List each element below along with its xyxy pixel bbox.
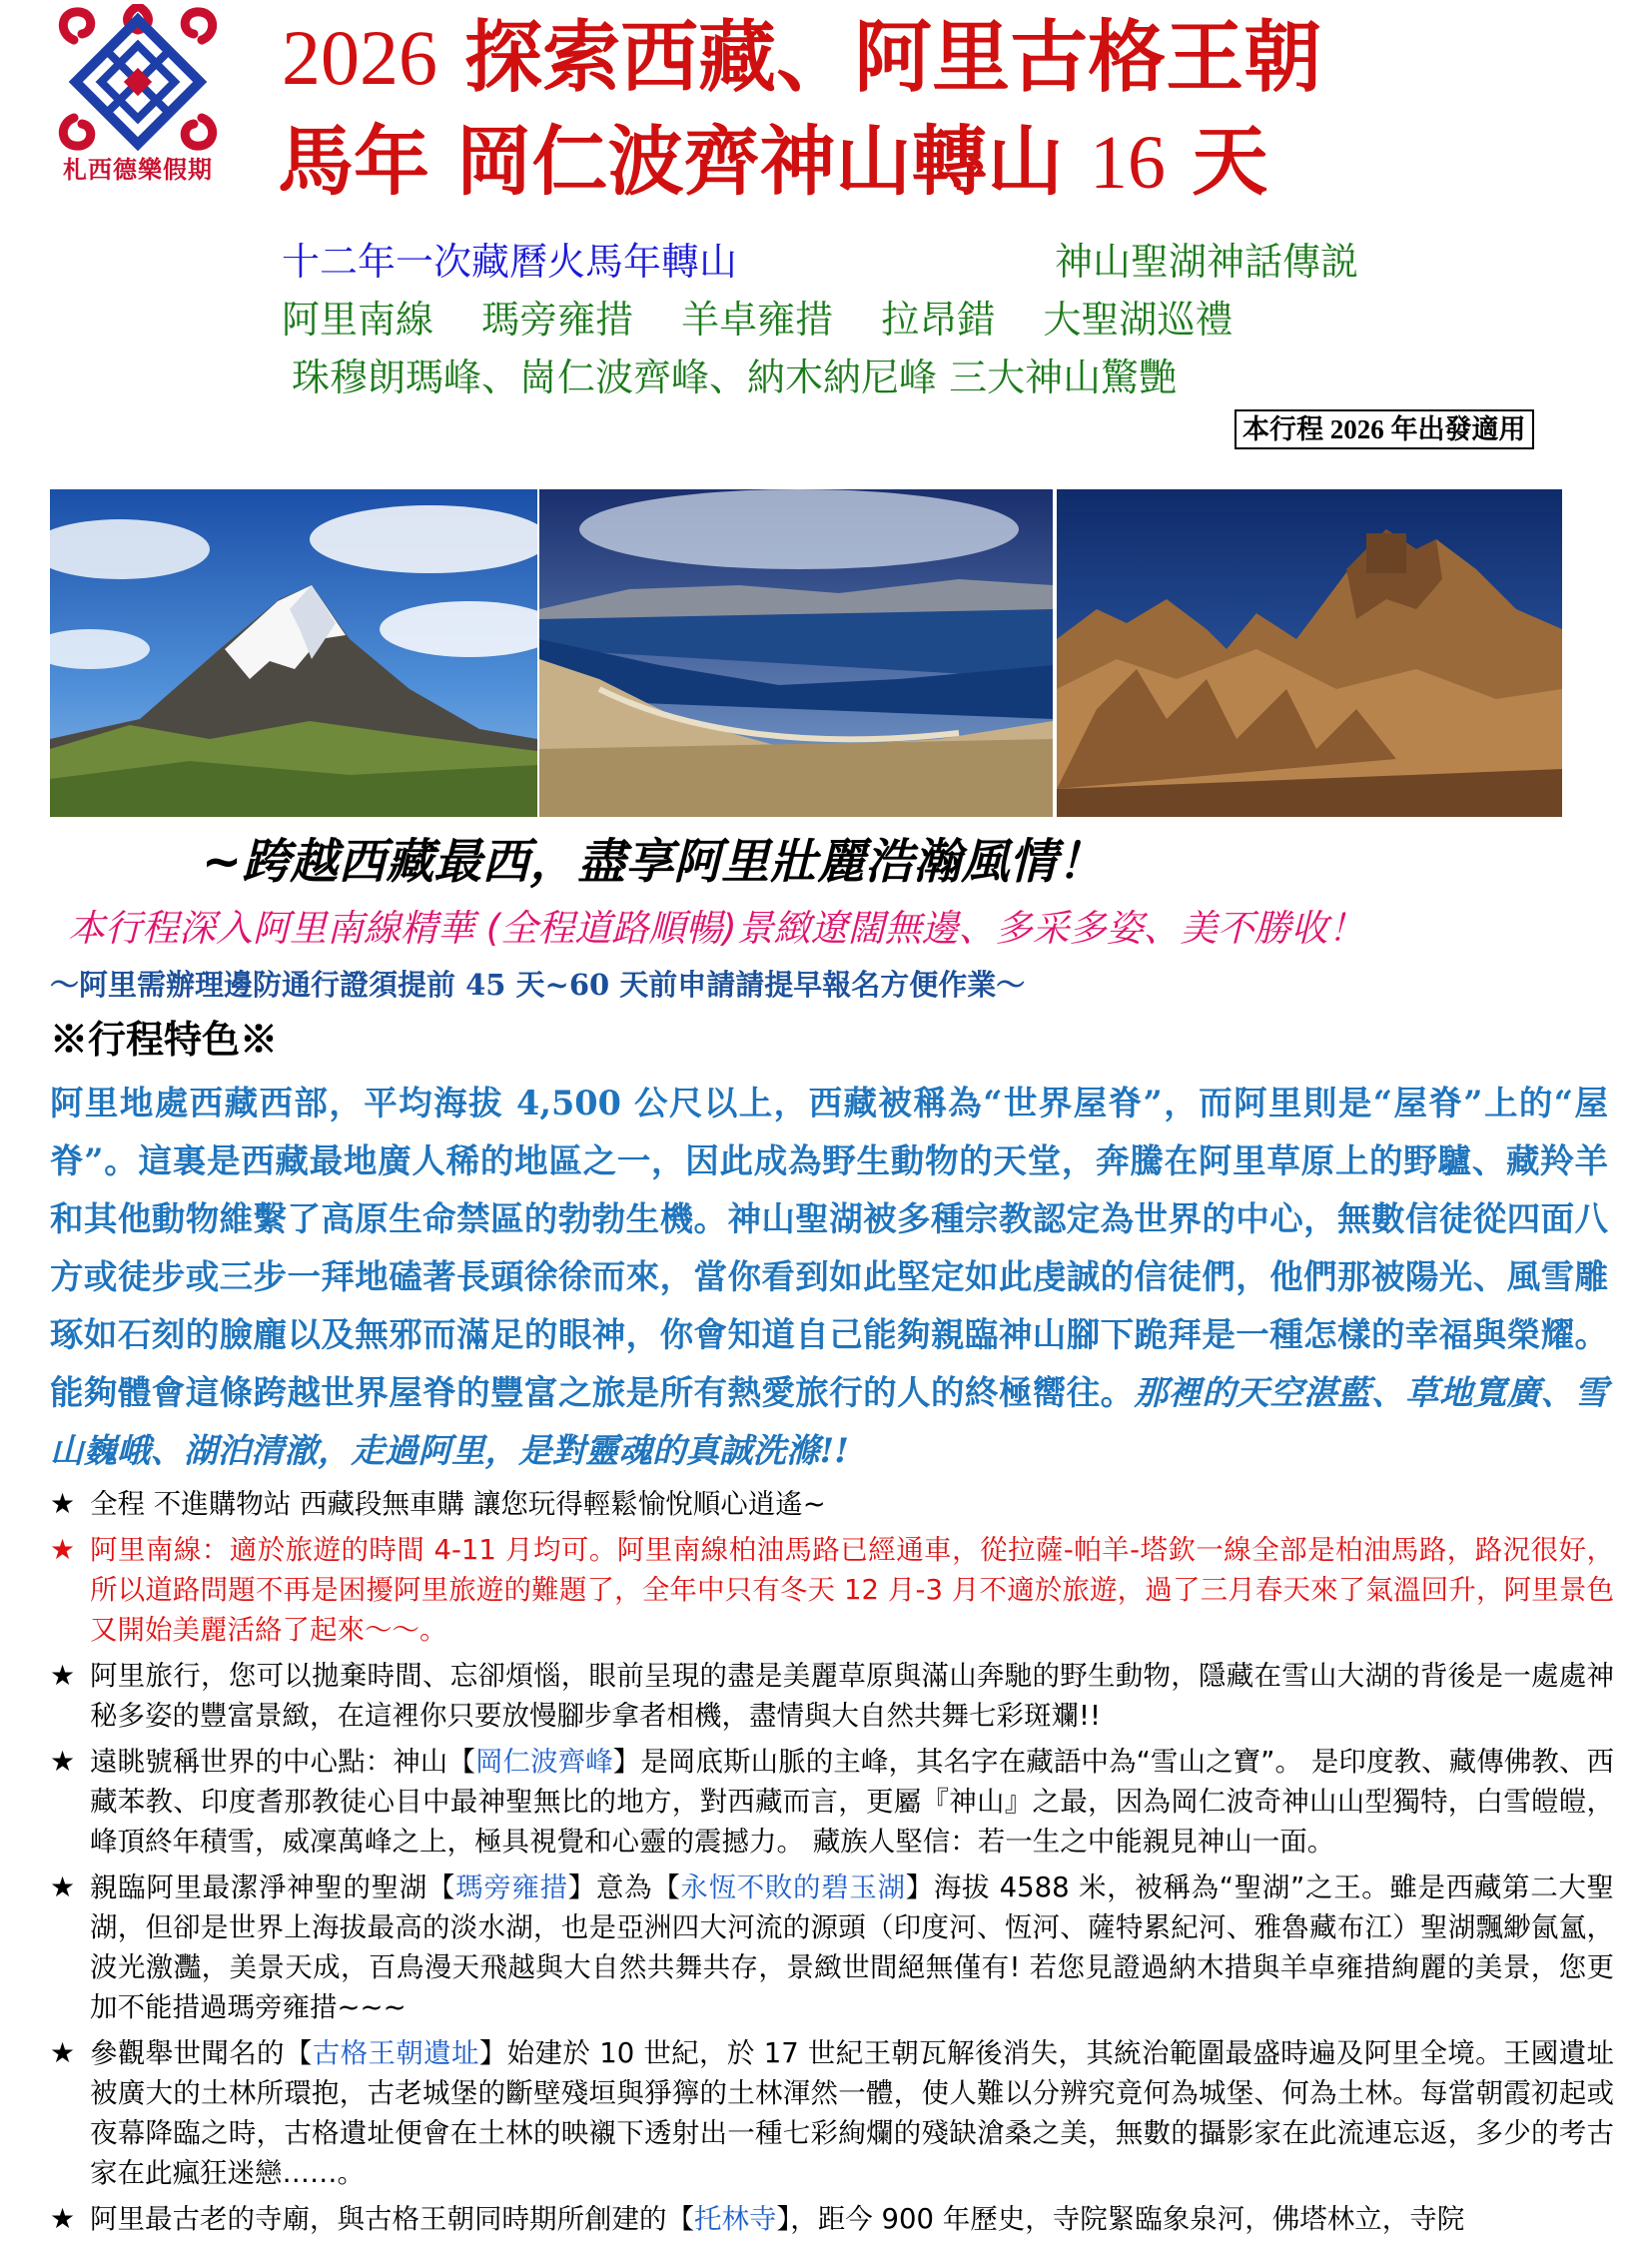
highlight-text-post: 】始建於 10 世紀，於 17 世紀王朝瓦解後消失，其統治範圍最盛時遍及阿里全境。王國遺址被廣大的土林所環抱，古老城堡的斷壁殘垣與猙獰的土林渾然一體，使人難以分辨究竟何為城堡、何為土林。每當朝霞初起或夜幕降臨之時，古格遺址便會在土林的映襯下透射出一種七彩絢爛的殘缺滄桑之美，無數的攝影家在此流連忘返，多少的考古家在此瘋狂迷戀……。 — [90, 2037, 1614, 2189]
highlight-list — [50, 1484, 1614, 2245]
title-days-suffix: 天 — [1192, 117, 1268, 206]
highlight-text-pre: 參觀舉世聞名的【 — [90, 2037, 313, 2069]
highlight-term: 瑪旁雍措 — [455, 1871, 568, 1903]
star-icon: ★ — [50, 1659, 76, 1692]
highlight-text-post: 】是岡底斯山脈的主峰，其名字在藏語中為“雪山之寶”。 是印度教、藏傳佛教、西藏苯教、印度耆那教徒心目中最神聖無比的地方，對西藏而言，更屬『神山』之最，因為岡仁波奇神山山型獨特，白雪皚皚，峰頂終年積雪，威凜萬峰之上，極具視覺和心靈的震撼力。 藏族人堅信：若一生之中能親見神山一面。 — [90, 1746, 1615, 1858]
highlight-text: 全程 不進購物站 西藏段無車購 讓您玩得輕鬆愉悅順心逍遙~ — [90, 1488, 826, 1520]
star-icon: ★ — [50, 1871, 76, 1903]
subtitle-lakes: 阿里南線 瑪旁雍措 羊卓雍措 拉昂錯 大聖湖巡禮 — [282, 298, 1234, 342]
photo-mount-kailash — [50, 489, 537, 817]
page-title-line2 — [278, 112, 1267, 213]
highlight-term: 古格王朝遺址 — [312, 2037, 479, 2069]
photo-guge-ruins — [1057, 489, 1562, 817]
star-icon: ★ — [50, 1487, 76, 1520]
highlight-text-pre: 親臨阿里最潔淨神聖的聖湖【 — [90, 1871, 456, 1903]
features-paragraph-main: 阿里地處西藏西部，平均海拔 4,500 公尺以上，西藏被稱為“世界屋脊”，而阿里則是“屋脊”上的“屋脊”。這裏是西藏最地廣人稀的地區之一，因此成為野生動物的天堂，奔騰在阿里草原上的野驢、藏羚羊和其他動物維繫了高原生命禁區的勃勃生機。神山聖湖被多種宗教認定為世界的中心，無數信徒從四面八方或徒步或三步一拜地磕著長頭徐徐而來，當你看到如此堅定如此虔誠的信徒們，他們那被陽光、風雪雕琢如石刻的臉龐以及無邪而滿足的眼神，你會知道自己能夠親臨神山腳下跪拜是一種怎樣的幸福與榮耀。能夠體會這條跨越世界屋脊的豐富之旅是所有熱愛旅行的人的終極嚮往。 — [50, 1084, 1608, 1412]
highlight-text-post: 】，距今 900 年歷史，寺院緊臨象泉河，佛塔林立，寺院 — [776, 2203, 1465, 2235]
features-paragraph — [50, 1075, 1608, 1480]
star-icon: ★ — [50, 2036, 76, 2069]
star-icon: ★ — [50, 1533, 76, 1566]
title-year: 2026 — [282, 14, 437, 101]
photo-holy-lake — [539, 489, 1053, 817]
page-title-line1 — [282, 8, 1321, 108]
star-icon: ★ — [50, 1745, 76, 1778]
highlight-guge — [50, 2033, 1614, 2193]
highlight-no-shopping — [50, 1484, 1614, 1524]
highlight-tholing — [50, 2199, 1614, 2239]
highlight-text: 阿里旅行，您可以拋棄時間、忘卻煩惱，眼前呈現的盡是美麗草原與滿山奔馳的野生動物，隱藏在雪山大湖的背後是一處處神秘多姿的豐富景緻，在這裡你只要放慢腳步拿者相機，盡情與大自然共舞七彩斑斕!! — [90, 1660, 1614, 1732]
logo-text: 札西德樂假期 — [63, 156, 213, 184]
highlight-kailash — [50, 1742, 1614, 1862]
highlight-text-pre: 遠眺號稱世界的中心點：神山【 — [90, 1746, 475, 1778]
title-days: 16 — [1089, 121, 1166, 205]
highlight-text: 阿里南線：適於旅遊的時間 4-11 月均可。阿里南線柏油馬路已經通車，從拉薩-帕羊-塔欽一線全部是柏油馬路，路況很好，所以道路問題不再是困擾阿里旅遊的難題了，全年中只有冬天 12 月-3 月不適於旅遊，過了三月春天來了氣溫回升，阿里景色又開始美麗活絡了起來～～。 — [90, 1534, 1614, 1646]
highlight-term: 岡仁波齊峰 — [474, 1746, 613, 1778]
star-icon: ★ — [50, 2202, 76, 2235]
intro-text: 本行程深入阿里南線精華 (全程道路順暢)景緻遼闊無邊、多采多姿、美不勝收！ — [68, 907, 1365, 950]
applicability-note: 本行程 2026 年出發適用 — [1235, 409, 1534, 449]
slogan: ~跨越西藏最西，盡享阿里壯麗浩瀚風情！ — [202, 834, 1106, 890]
subtitle-mountains: 珠穆朗瑪峰、崗仁波齊峰、納木納尼峰 三大神山驚艷 — [292, 356, 1178, 399]
highlight-south-route — [50, 1530, 1614, 1650]
subtitle-horse-year: 十二年一次藏曆火馬年轉山 — [282, 240, 738, 284]
highlight-text-post: 】海拔 4588 米，被稱為“聖湖”之王。雖是西藏第二大聖湖，但卻是世界上海拔最高的淡水湖，也是亞洲四大河流的源頭（印度河、恆河、薩特累紀河、雅魯藏布江）聖湖飄緲氤氳，波光激灩，美景天成，百鳥漫天飛越與大自然共舞共存，景緻世間絕無僅有! 若您見證過納木措與羊卓雍措絢麗的美景，您更加不能措過瑪旁雍措~~~ — [90, 1871, 1615, 2023]
permit-note: ～阿里需辦理邊防通行證須提前 45 天~60 天前申請請提早報名方便作業～ — [50, 968, 1026, 1002]
highlight-manasarovar — [50, 1868, 1614, 2027]
title-line1-text: 探索西藏、阿里古格王朝 — [464, 12, 1322, 103]
highlight-term: 永恆不敗的碧玉湖 — [680, 1871, 906, 1903]
highlight-term: 托林寺 — [694, 2203, 777, 2235]
highlight-ali-travel — [50, 1656, 1614, 1736]
features-heading: ※行程特色※ — [50, 1017, 279, 1062]
title-line2-text: 馬年 岡仁波齊神山轉山 — [278, 117, 1064, 206]
subtitle-legends: 神山聖湖神話傳説 — [1055, 240, 1359, 284]
highlight-text-mid: 】意為【 — [567, 1871, 681, 1903]
highlight-text-pre: 阿里最古老的寺廟，與古格王朝同時期所創建的【 — [90, 2203, 694, 2235]
features-paragraph-emphasis: 那裡的天空湛藍、草地寬廣、雪山巍峨、湖泊清澈，走過阿里，是對靈魂的真誠洗滌!! — [50, 1373, 1609, 1470]
